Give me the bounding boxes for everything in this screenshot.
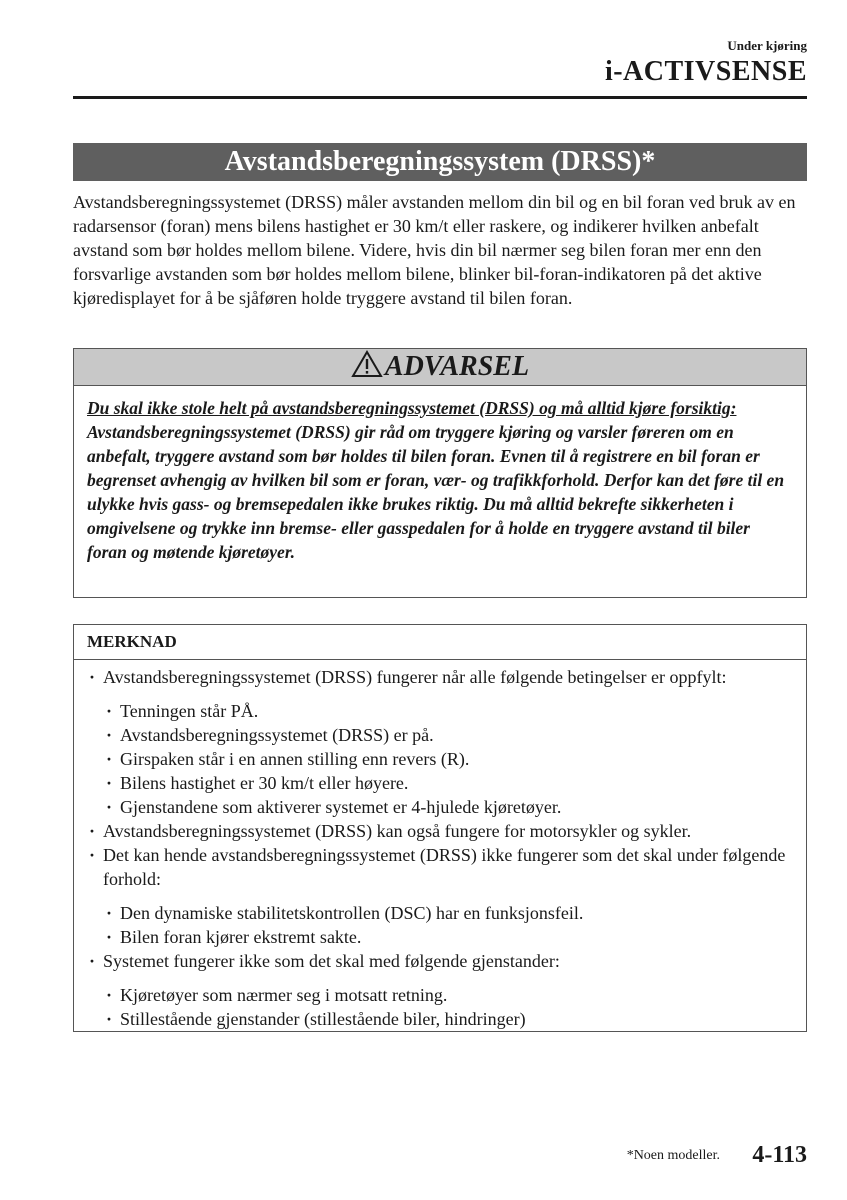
intro-paragraph: Avstandsberegningssystemet (DRSS) måler avstanden mellom din bil og en bil foran ved bruk av en radarsensor (foran) mens bilens hastighet er 30 km/t eller raskere, og indikerer hvilken anbefalt avstand som bør holdes mellom bilene. Videre, hvis din bil nærmer seg bilen foran mer enn den forsvarlige avstanden som bør holdes mellom bilene, blinker bil-foran-indikatoren på det aktive kjøredisplayet for å be sjåføren holde tryggere avstand til bilen foran.: [73, 192, 796, 308]
note-subitem: · Tenningen står PÅ.: [87, 699, 794, 723]
footnote: *Noen modeller.: [626, 1148, 720, 1163]
running-header-chapter: i-ACTIVSENSE: [604, 56, 807, 87]
warning-label: ADVARSEL: [384, 351, 530, 382]
running-header-section: Under kjøring: [727, 38, 807, 53]
note-subitem: · Stillestående gjenstander (stillestående biler, hindringer): [87, 1007, 794, 1031]
note-body: [74, 660, 806, 1031]
warning-lead: Du skal ikke stole helt på avstandsberegningssystemet (DRSS) og må alltid kjøre forsiktig:: [87, 398, 737, 418]
note-subitem: · Den dynamiske stabilitetskontrollen (DSC) har en funksjonsfeil.: [87, 901, 794, 925]
note-header: MERKNAD: [74, 625, 806, 660]
note-item: · Systemet fungerer ikke som det skal med følgende gjenstander:: [87, 949, 794, 973]
note-subitem: · Bilen foran kjører ekstremt sakte.: [87, 925, 794, 949]
note-subitem: · Girspaken står i en annen stilling enn revers (R).: [87, 747, 794, 771]
header-divider: [73, 96, 807, 99]
note-box: [73, 624, 807, 1032]
note-subitem: · Gjenstandene som aktiverer systemet er 4-hjulede kjøretøyer.: [87, 795, 794, 819]
section-title: Avstandsberegningssystem (DRSS)*: [73, 143, 807, 181]
page-number: 4-113: [752, 1142, 807, 1168]
warning-box: [73, 348, 807, 598]
note-item: · Avstandsberegningssystemet (DRSS) fungerer når alle følgende betingelser er oppfylt:: [87, 665, 794, 689]
note-subitem: · Avstandsberegningssystemet (DRSS) er på.: [87, 723, 794, 747]
note-item: · Det kan hende avstandsberegningssystemet (DRSS) ikke fungerer som det skal under følgende forhold:: [87, 843, 794, 891]
note-subitem: · Bilens hastighet er 30 km/t eller høyere.: [87, 771, 794, 795]
note-item: · Avstandsberegningssystemet (DRSS) kan også fungere for motorsykler og sykler.: [87, 819, 794, 843]
warning-header: [74, 349, 806, 386]
warning-triangle-icon: [351, 350, 383, 378]
warning-text: Avstandsberegningssystemet (DRSS) gir råd om tryggere kjøring og varsler føreren om en anbefalt, tryggere avstand som bør holdes til bilen foran. Evnen til å registrere en bil foran er begrenset avhengig av hvilken bil som er foran, vær- og trafikkforhold. Derfor kan det føre til en ulykke hvis gass- og bremsepedalen ikke brukes riktig. Du må alltid bekrefte sikkerheten i omgivelsene og trykke inn bremse- eller gasspedalen for å holde en tryggere avstand til biler foran og møtende kjøretøyer.: [87, 422, 785, 562]
note-subitem: · Kjøretøyer som nærmer seg i motsatt retning.: [87, 983, 794, 1007]
warning-body: [74, 386, 806, 564]
